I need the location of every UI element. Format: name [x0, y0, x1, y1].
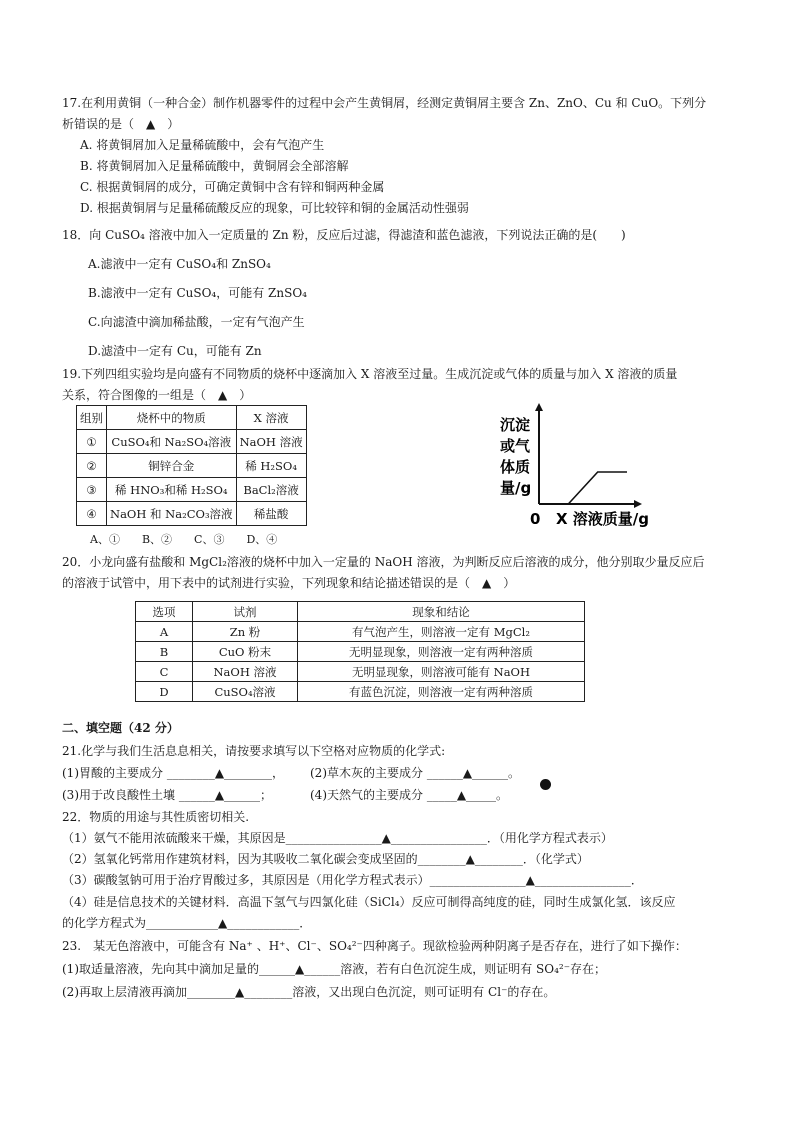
table-cell: D [136, 682, 193, 702]
q21-item-2: (2)草木灰的主要成分 ______▲______。 [310, 766, 521, 780]
table-header-cell: 烧杯中的物质 [107, 406, 237, 430]
q23-stem: 23. 某无色溶液中，可能含有 Na⁺ 、H⁺、Cl⁻、SO₄²⁻四种离子。现欲检验两种阴离子是否存在，进行了如下操作： [62, 939, 687, 953]
q19-answer-choices: A、① B、② C、③ D、④ [90, 533, 278, 546]
graph-series-line [539, 472, 627, 504]
table-cell: ② [77, 454, 107, 478]
ink-dot [540, 779, 551, 790]
q17-stem-line1: 17.在利用黄铜（一种合金）制作机器零件的过程中会产生黄铜屑，经测定黄铜屑主要含 Zn、ZnO、Cu 和 CuO。下列分 [62, 96, 707, 110]
graph-ylabel-line: 体质 [500, 458, 531, 476]
q22-item-4-cont: 的化学方程式为____________▲____________． [62, 916, 312, 930]
q18-option-a: A.滤液中一定有 CuSO₄和 ZnSO₄ [88, 257, 271, 271]
graph-ylabel-line: 量/g [500, 479, 532, 497]
q22-item-3: （3）碳酸氢钠可用于治疗胃酸过多，其原因是（用化学方程式表示）________________▲________________． [62, 873, 643, 887]
table-row [77, 502, 307, 526]
q22-item-2: （2）氢氧化钙常用作建筑材料，因为其吸收二氧化碳会变成坚固的________▲________．（化学式） [62, 852, 589, 866]
table-header-row [136, 602, 585, 622]
q22-item-1: （1）氨气不能用浓硫酸来干燥，其原因是________________▲________________．（用化学方程式表示） [62, 831, 613, 845]
table-cell: CuSO₄和 Na₂SO₄溶液 [107, 430, 237, 454]
q21-item-1: (1)胃酸的主要成分 ________▲________， [62, 766, 285, 780]
q20-stem-line1: 20．小龙向盛有盐酸和 MgCl₂溶液的烧杯中加入一定量的 NaOH 溶液，为判断反应后溶液的成分，他分别取少量反应后 [62, 555, 705, 569]
table-cell: 稀 H₂SO₄ [236, 454, 306, 478]
q17-option-b: B. 将黄铜屑加入足量稀硫酸中，黄铜屑会全部溶解 [80, 159, 349, 173]
graph-ylabel-line: 沉淀 [500, 416, 531, 434]
q23-item-1: (1)取适量溶液，先向其中滴加足量的______▲______溶液，若有白色沉淀生成，则证明有 SO₄²⁻存在； [62, 962, 607, 976]
table-header-cell: 试剂 [193, 602, 298, 622]
table-cell: BaCl₂溶液 [236, 478, 306, 502]
table-cell: NaOH 和 Na₂CO₃溶液 [107, 502, 237, 526]
q22-item-4: （4）硅是信息技术的关键材料．高温下氢气与四氯化硅（SiCl₄）反应可制得高纯度的硅，同时生成氯化氢．该反应 [62, 895, 676, 909]
table-cell: A [136, 622, 193, 642]
table-header-cell: 选项 [136, 602, 193, 622]
q19-graph [490, 400, 670, 535]
table-row [136, 682, 585, 702]
table-header-cell: 组别 [77, 406, 107, 430]
section-title: 二、填空题（42 分） [62, 721, 179, 735]
graph-ylabel [500, 416, 531, 497]
table-header-cell: 现象和结论 [298, 602, 585, 622]
q18-option-c: C.向滤渣中滴加稀盐酸，一定有气泡产生 [88, 315, 305, 329]
table-row [77, 478, 307, 502]
q18-stem: 18．向 CuSO₄ 溶液中加入一定质量的 Zn 粉，反应后过滤，得滤渣和蓝色滤液，下列说法正确的是( ) [62, 228, 626, 242]
table-header-row [77, 406, 307, 430]
q18-option-b: B.滤液中一定有 CuSO₄，可能有 ZnSO₄ [88, 286, 307, 300]
q21-stem: 21.化学与我们生活息息相关，请按要求填写以下空格对应物质的化学式: [62, 744, 446, 758]
q23-item-2: (2)再取上层清液再滴加________▲________溶液，又出现白色沉淀，则可证明有 Cl⁻的存在。 [62, 985, 556, 999]
q19-stem-line1: 19.下列四组实验均是向盛有不同物质的烧杯中逐滴加入 X 溶液至过量。生成沉淀或气体的质量与加入 X 溶液的质量 [62, 367, 678, 381]
table-cell: B [136, 642, 193, 662]
table-cell: 稀盐酸 [236, 502, 306, 526]
table-row [136, 622, 585, 642]
q17-option-d: D. 根据黄铜屑与足量稀硫酸反应的现象，可比较锌和铜的金属活动性强弱 [80, 201, 469, 215]
table-header-cell: X 溶液 [236, 406, 306, 430]
table-cell: NaOH 溶液 [236, 430, 306, 454]
table-cell: C [136, 662, 193, 682]
q20-table [135, 601, 585, 702]
table-cell: ① [77, 430, 107, 454]
q17-option-c: C. 根据黄铜屑的成分，可确定黄铜中含有锌和铜两种金属 [80, 180, 385, 194]
q17-stem-line2: 析错误的是（ ▲ ） [62, 117, 180, 131]
q19-table [76, 405, 307, 526]
graph-origin-label: 0 [530, 510, 541, 528]
graph-ylabel-line: 或气 [500, 437, 531, 455]
table-row [136, 662, 585, 682]
table-cell: CuO 粉末 [193, 642, 298, 662]
q18-option-d: D.滤渣中一定有 Cu，可能有 Zn [88, 344, 262, 358]
table-row [136, 642, 585, 662]
table-cell: 有气泡产生，则溶液一定有 MgCl₂ [298, 622, 585, 642]
q17-option-a: A. 将黄铜屑加入足量稀硫酸中，会有气泡产生 [80, 138, 325, 152]
q19-stem-line2: 关系，符合图像的一组是（ ▲ ） [62, 388, 252, 402]
table-row [77, 430, 307, 454]
graph-x-arrow [634, 500, 642, 508]
graph-y-arrow [535, 403, 543, 411]
table-cell: 稀 HNO₃和稀 H₂SO₄ [107, 478, 237, 502]
table-cell: ④ [77, 502, 107, 526]
table-cell: 无明显现象，则溶液一定有两种溶质 [298, 642, 585, 662]
table-cell: 无明显现象，则溶液可能有 NaOH [298, 662, 585, 682]
table-cell: Zn 粉 [193, 622, 298, 642]
table-cell: CuSO₄溶液 [193, 682, 298, 702]
table-row [77, 454, 307, 478]
q22-stem: 22．物质的用途与其性质密切相关. [62, 810, 250, 824]
table-cell: 铜锌合金 [107, 454, 237, 478]
q20-stem-line2: 的溶液于试管中，用下表中的试剂进行实验，下列现象和结论描述错误的是（ ▲ ） [62, 576, 516, 590]
table-cell: NaOH 溶液 [193, 662, 298, 682]
q21-item-3: (3)用于改良酸性土壤 ______▲______； [62, 788, 273, 802]
graph-xlabel: X 溶液质量/g [556, 510, 650, 528]
table-cell: ③ [77, 478, 107, 502]
table-cell: 有蓝色沉淀，则溶液一定有两种溶质 [298, 682, 585, 702]
q21-item-4: (4)天然气的主要成分 _____▲_____。 [310, 788, 509, 802]
